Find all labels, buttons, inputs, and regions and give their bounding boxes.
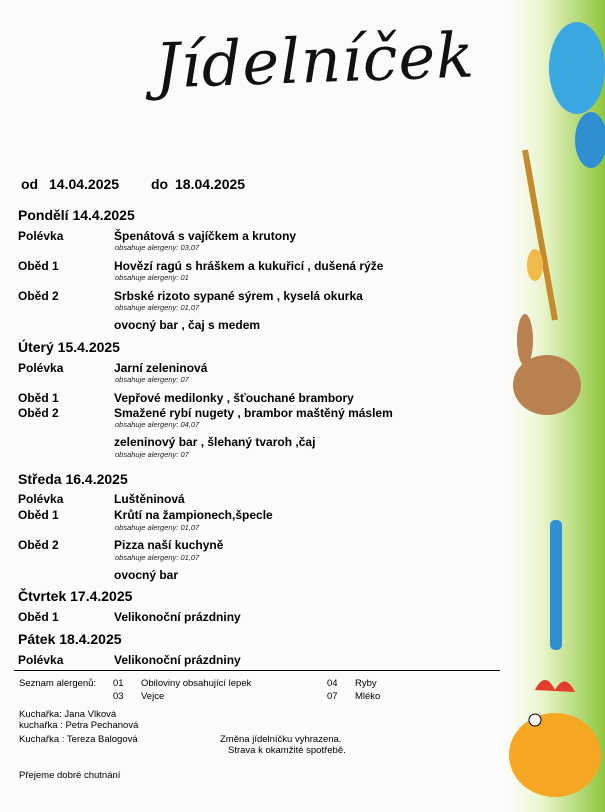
meal-name: Hovězí ragú s hráškem a kukuřicí , dušená rýže xyxy=(114,259,384,273)
allergen-name: Obiloviny obsahující lepek xyxy=(141,678,252,689)
row-label: Polévka xyxy=(18,653,64,667)
staff-line: Kuchařka: Jana Vlková xyxy=(19,709,117,720)
meal-name: zeleninový bar , šlehaný tvaroh ,čaj xyxy=(114,435,316,449)
allergen-name: Mléko xyxy=(355,691,381,702)
footer-divider xyxy=(14,670,500,671)
meal-name: Srbské rizoto sypané sýrem , kyselá okurka xyxy=(114,289,363,303)
allergen-note: obsahuje alergeny: 01,07 xyxy=(115,523,200,532)
day-heading-tuesday: Úterý 15.4.2025 xyxy=(18,339,120,355)
meal-name: Luštěninová xyxy=(114,492,185,506)
from-label: od xyxy=(21,176,39,192)
meal-name: Špenátová s vajíčkem a krutony xyxy=(114,229,297,243)
allergen-note: obsahuje alergeny: 03,07 xyxy=(115,243,200,252)
allergen-name: Ryby xyxy=(355,678,377,689)
allergen-note: obsahuje alergeny: 07 xyxy=(115,375,189,384)
closing-text: Přejeme dobré chutnání xyxy=(19,770,121,781)
allergen-note: obsahuje alergeny: 01,07 xyxy=(115,553,200,562)
row-label: Polévka xyxy=(18,229,64,243)
from-date: 14.04.2025 xyxy=(49,176,120,192)
row-label: Oběd 1 xyxy=(18,259,59,273)
blue-egg xyxy=(549,22,605,114)
row-label: Polévka xyxy=(18,361,64,375)
allergen-note: obsahuje alergeny: 01 xyxy=(115,273,189,282)
feather xyxy=(527,249,543,281)
easter-decoration xyxy=(495,0,605,812)
notice-line: Strava k okamžité spotřebě. xyxy=(228,745,346,756)
day-heading-thursday: Čtvrtek 17.4.2025 xyxy=(18,588,133,604)
paint-brush xyxy=(550,520,562,650)
allergen-code: 07 xyxy=(327,691,338,702)
meal-name: Smažené rybí nugety , brambor maštěný máslem xyxy=(114,406,393,420)
meal-name: Pizza naší kuchyně xyxy=(114,538,224,552)
row-label: Oběd 2 xyxy=(18,289,59,303)
to-label: do xyxy=(151,176,169,192)
allergen-code: 01 xyxy=(113,678,124,689)
to-date: 18.04.2025 xyxy=(175,176,246,192)
allergen-code: 04 xyxy=(327,678,338,689)
hen-body xyxy=(509,713,601,797)
day-heading-friday: Pátek 18.4.2025 xyxy=(18,631,122,647)
meal-name: Velikonoční prázdniny xyxy=(114,653,241,667)
allergen-note: obsahuje alergeny: 07 xyxy=(115,450,189,459)
allergen-name: Vejce xyxy=(141,691,165,702)
row-label: Oběd 1 xyxy=(18,391,59,405)
allergen-list-label: Seznam alergenů: xyxy=(19,678,97,689)
staff-line: kuchařka : Petra Pechanová xyxy=(19,720,139,731)
row-label: Oběd 2 xyxy=(18,538,59,552)
meal-name: Jarní zeleninová xyxy=(114,361,208,375)
allergen-note: obsahuje alergeny: 04,07 xyxy=(115,420,200,429)
meal-name: Velikonoční prázdniny xyxy=(114,610,241,624)
day-heading-wednesday: Středa 16.4.2025 xyxy=(18,471,128,487)
meal-name: ovocný bar , čaj s medem xyxy=(114,318,261,332)
staff-line: Kuchařka : Tereza Balogová xyxy=(19,734,138,745)
notice-line: Změna jídelníčku vyhrazena. xyxy=(220,734,342,745)
meal-name: Vepřové medilonky , šťouchané brambory xyxy=(114,391,354,405)
page-title: Jídelníček xyxy=(153,18,476,103)
row-label: Oběd 2 xyxy=(18,406,59,420)
row-label: Oběd 1 xyxy=(18,610,59,624)
rabbit-ear xyxy=(517,314,533,366)
meal-name: Krůtí na žampionech,špecle xyxy=(114,508,273,522)
allergen-note: obsahuje alergeny: 01,07 xyxy=(115,303,200,312)
day-heading-monday: Pondělí 14.4.2025 xyxy=(18,207,135,223)
allergen-code: 03 xyxy=(113,691,124,702)
row-label: Polévka xyxy=(18,492,64,506)
meal-name: ovocný bar xyxy=(114,568,179,582)
row-label: Oběd 1 xyxy=(18,508,59,522)
hen-eye xyxy=(529,714,541,726)
